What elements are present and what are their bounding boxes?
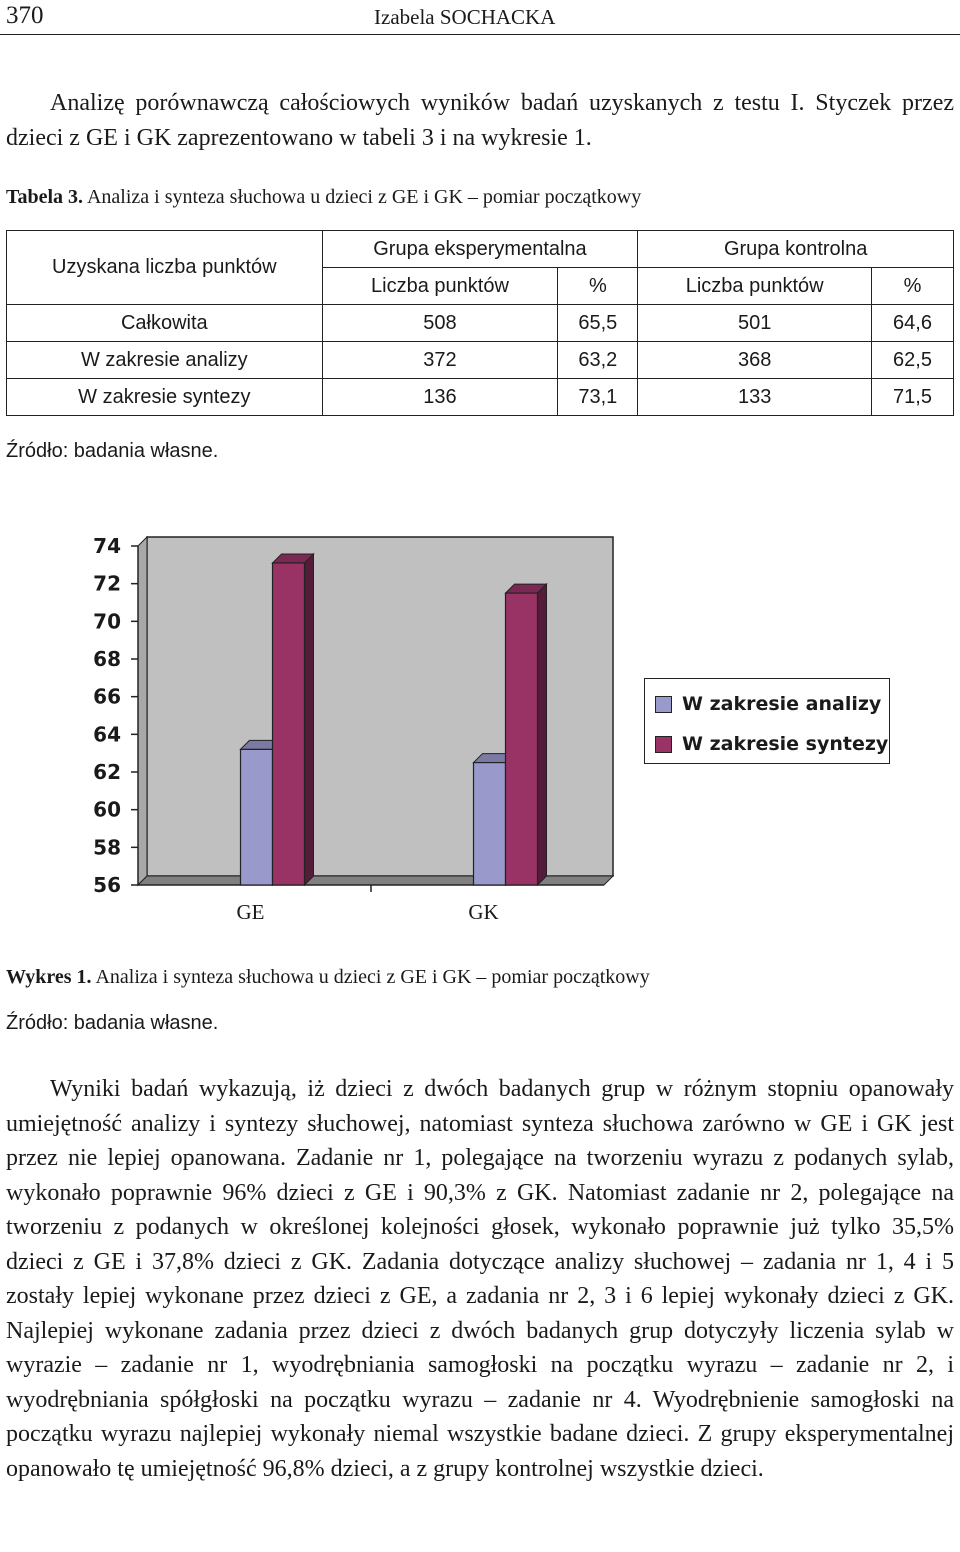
page-number: 370 bbox=[6, 2, 44, 29]
figure-caption bbox=[6, 966, 650, 989]
y-tick-label: 58 bbox=[93, 835, 121, 860]
legend-label-syntezy: W zakresie syntezy bbox=[682, 733, 889, 755]
header-ge-points: Liczba punktów bbox=[322, 268, 558, 305]
header-ge-pct: % bbox=[558, 268, 638, 305]
table-caption bbox=[6, 186, 641, 209]
legend-item-syntezy bbox=[655, 733, 888, 755]
legend-swatch-analizy bbox=[655, 696, 672, 713]
gk-points-cell: 368 bbox=[638, 342, 872, 379]
x-tick-label: GK bbox=[468, 900, 499, 924]
y-tick-label: 74 bbox=[93, 534, 121, 558]
gk-points-cell: 133 bbox=[638, 379, 872, 416]
ge-points-cell: 372 bbox=[322, 342, 558, 379]
bar bbox=[474, 763, 506, 885]
chart-side-wall bbox=[138, 537, 147, 885]
header-points: Uzyskana liczba punktów bbox=[7, 231, 323, 305]
y-tick-label: 60 bbox=[93, 797, 121, 822]
ge-pct-cell: 65,5 bbox=[558, 305, 638, 342]
bar bbox=[273, 563, 305, 885]
bar-side bbox=[538, 584, 547, 885]
y-tick-label: 66 bbox=[93, 684, 121, 709]
intro-text: Analizę porównawczą całościowych wyników badań uzyskanych z testu I. Styczek przez dzieci z GE i GK zaprezentowano w tabeli 3 i na wykresie 1. bbox=[6, 90, 954, 151]
bar-side bbox=[305, 554, 314, 885]
table-row bbox=[7, 379, 954, 416]
y-tick-label: 64 bbox=[93, 722, 121, 747]
table-row bbox=[7, 305, 954, 342]
figure-source: Źródło: badania własne. bbox=[6, 1012, 219, 1034]
row-label: Całkowita bbox=[7, 305, 323, 342]
header-gk-points: Liczba punktów bbox=[638, 268, 872, 305]
chart-legend bbox=[644, 678, 890, 764]
y-tick-label: 62 bbox=[93, 760, 121, 784]
bar bbox=[241, 749, 273, 885]
legend-item-analizy bbox=[655, 693, 881, 715]
intro-paragraph bbox=[6, 86, 954, 155]
bar bbox=[506, 593, 538, 885]
results-table bbox=[6, 230, 954, 416]
legend-label-analizy: W zakresie analizy bbox=[682, 693, 882, 715]
running-author: Izabela SOCHACKA bbox=[374, 5, 556, 29]
x-tick-label: GE bbox=[236, 900, 265, 924]
table-caption-label: Tabela 3. bbox=[6, 186, 84, 208]
header-gk-pct: % bbox=[872, 268, 954, 305]
figure-caption-text: Analiza i synteza słuchowa u dzieci z GE i GK – pomiar początkowy bbox=[91, 966, 650, 988]
table-source: Źródło: badania własne. bbox=[6, 440, 219, 462]
header-group-ctrl: Grupa kontrolna bbox=[638, 231, 954, 268]
table-caption-text: Analiza i synteza słuchowa u dzieci z GE i GK – pomiar początkowy bbox=[83, 186, 642, 208]
y-tick-label: 68 bbox=[93, 647, 121, 671]
table-header-row-1 bbox=[7, 231, 954, 268]
y-tick-label: 72 bbox=[93, 571, 121, 596]
ge-pct-cell: 63,2 bbox=[558, 342, 638, 379]
figure-caption-label: Wykres 1. bbox=[6, 966, 92, 988]
ge-points-cell: 508 bbox=[322, 305, 558, 342]
header-group-exp: Grupa eksperymentalna bbox=[322, 231, 638, 268]
ge-points-cell: 136 bbox=[322, 379, 558, 416]
table-row bbox=[7, 342, 954, 379]
y-tick-label: 70 bbox=[93, 609, 121, 634]
y-tick-label: 56 bbox=[93, 873, 121, 897]
body-paragraph bbox=[6, 1072, 954, 1486]
body-text-1: Wyniki badań wykazują, iż dzieci z dwóch badanych grup w różnym stopniu opanowały umiejętność analizy i syntezy słuchowej, natomiast synteza słuchowa zarówno w GE i GK jest przez nie lepiej opanowana. bbox=[6, 1076, 954, 1171]
row-label: W zakresie analizy bbox=[7, 342, 323, 379]
ge-pct-cell: 73,1 bbox=[558, 379, 638, 416]
legend-swatch-syntezy bbox=[655, 736, 672, 753]
gk-pct-cell: 62,5 bbox=[872, 342, 954, 379]
body-text-2: Zadanie nr 1, polegające na tworzeniu wyrazu z podanych sylab, wykonało poprawnie 96% dzieci z GE i 90,3% z GK. Natomiast zadanie nr 2, polegające na tworzeniu z podanych w określonej kolejności głosek, wykonało poprawnie już tylko 35,5% dzieci z GE i 37,8% dzieci z GK. Zadania dotyczące analizy słuchowej – zadania nr 1, 4 i 5 zostały lepiej wykonane przez dzieci z GE, a zadania nr 2, 3 i 6 lepiej wykonały dzieci z GK. Najlepiej wykonane zadania przez dzieci z dwóch badanych grup dotyczyły liczenia sylab w wyrazie – zadanie nr 1, wyodrębniania samogłoski na początku wyrazu – zadanie nr 2, i wyodrębniania spółgłoski na początku wyrazu – zadanie nr 4. Wyodrębnienie samogłoski na początku wyrazu najlepiej wykonały niemal wszystkie badane dzieci. Z grupy eksperymentalnej opanowało tę umiejętność 96,8% dzieci, a z grupy kontrolnej wszystkie dzieci. bbox=[6, 1145, 954, 1482]
row-label: W zakresie syntezy bbox=[7, 379, 323, 416]
gk-pct-cell: 64,6 bbox=[872, 305, 954, 342]
gk-pct-cell: 71,5 bbox=[872, 379, 954, 416]
page-header bbox=[0, 0, 960, 35]
gk-points-cell: 501 bbox=[638, 305, 872, 342]
